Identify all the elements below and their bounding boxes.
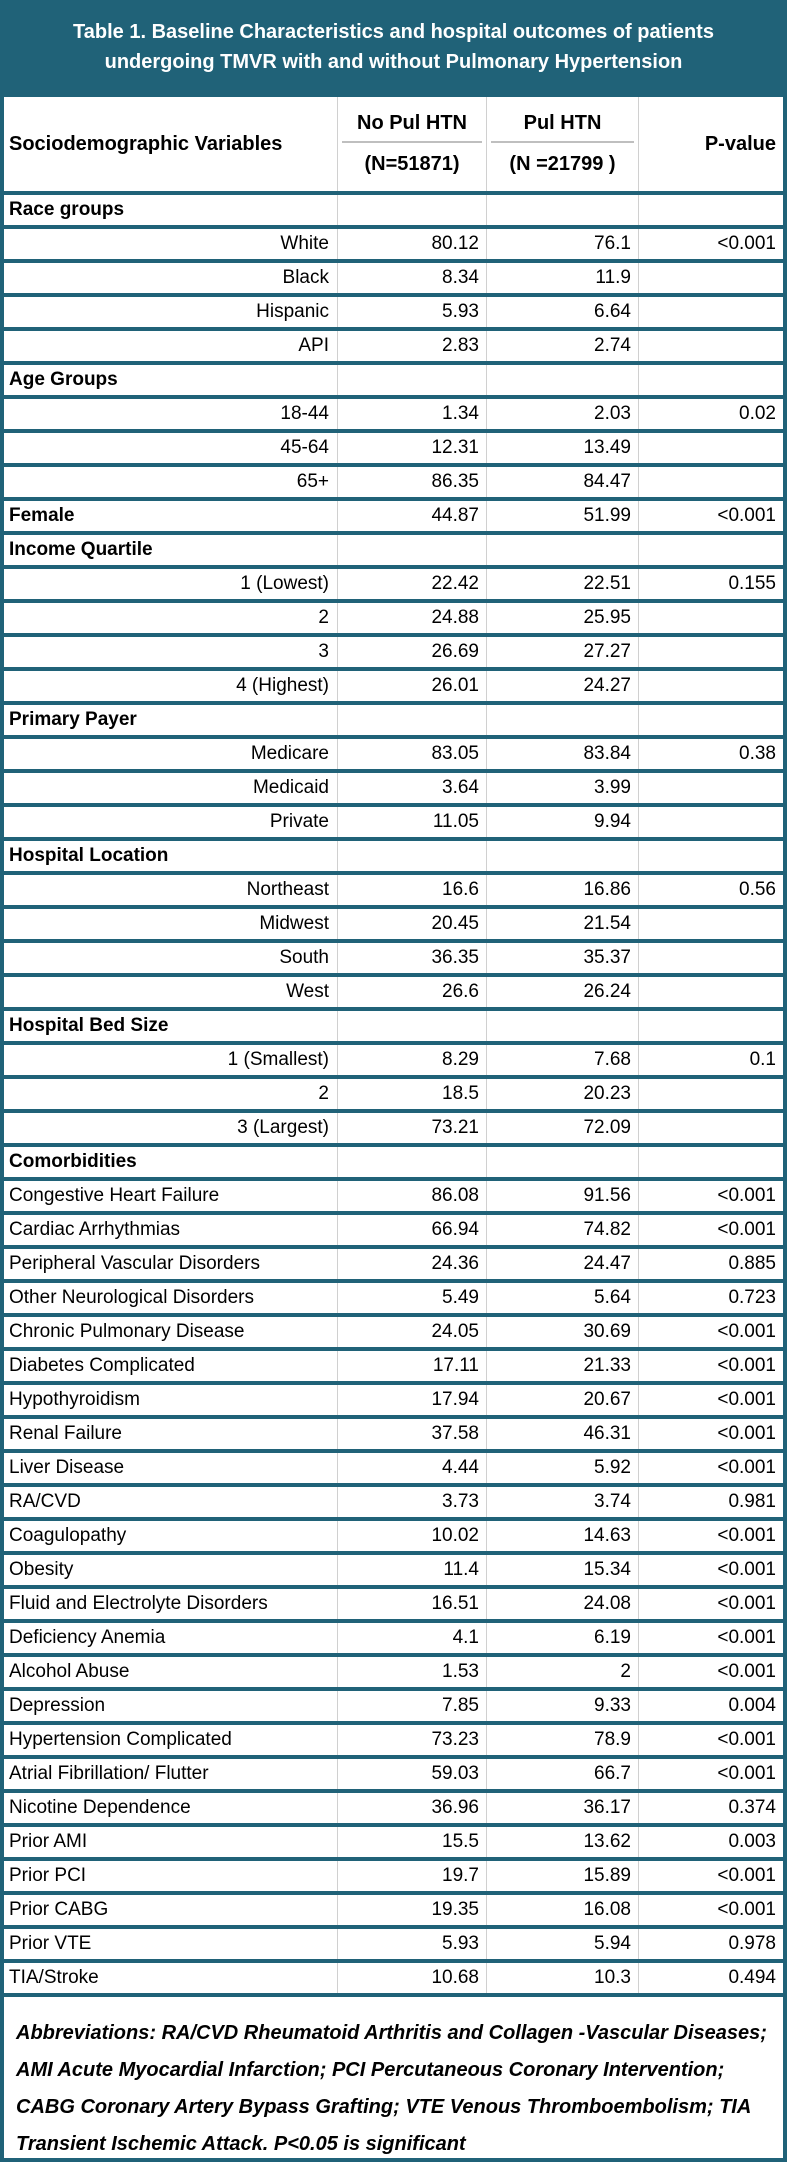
value-no-pul-htn: 16.6 xyxy=(338,875,487,905)
row-label: Private xyxy=(4,807,338,837)
value-pul-htn: 84.47 xyxy=(487,467,639,497)
value-no-pul-htn: 11.4 xyxy=(338,1555,487,1585)
section-row xyxy=(4,195,783,229)
value-pul-htn: 5.92 xyxy=(487,1453,639,1483)
row-label: RA/CVD xyxy=(4,1487,338,1517)
value-pul-htn: 78.9 xyxy=(487,1725,639,1755)
p-value: <0.001 xyxy=(717,1355,776,1376)
value-no-pul-htn: 18.5 xyxy=(338,1079,487,1109)
row-label: Alcohol Abuse xyxy=(4,1657,338,1687)
value-no-pul-htn xyxy=(338,535,487,565)
value-no-pul-htn: 5.93 xyxy=(338,297,487,327)
row-label: Cardiac Arrhythmias xyxy=(4,1215,338,1245)
row-label: Fluid and Electrolyte Disorders xyxy=(4,1589,338,1619)
row-label: Black xyxy=(4,263,338,293)
p-value xyxy=(639,1113,783,1143)
row-label: Hypertension Complicated xyxy=(4,1725,338,1755)
table-row xyxy=(4,297,783,331)
table-row xyxy=(4,569,783,603)
value-no-pul-htn xyxy=(338,1011,487,1041)
value-pul-htn: 13.62 xyxy=(487,1827,639,1857)
row-label: 2 xyxy=(4,1079,338,1109)
row-label: 45-64 xyxy=(4,433,338,463)
table-body xyxy=(4,195,783,1997)
row-label: Prior AMI xyxy=(4,1827,338,1857)
value-pul-htn: 9.33 xyxy=(487,1691,639,1721)
table-row xyxy=(4,1827,783,1861)
table-row xyxy=(4,501,783,535)
header-no-pul-htn-label: No Pul HTN xyxy=(342,112,482,143)
table-row xyxy=(4,399,783,433)
p-value: 0.374 xyxy=(728,1797,776,1818)
table-row xyxy=(4,1045,783,1079)
value-no-pul-htn: 5.93 xyxy=(338,1929,487,1959)
row-label: West xyxy=(4,977,338,1007)
p-value: <0.001 xyxy=(717,1457,776,1478)
p-value xyxy=(639,977,783,1007)
value-no-pul-htn: 8.34 xyxy=(338,263,487,293)
value-pul-htn: 22.51 xyxy=(487,569,639,599)
row-label: Hypothyroidism xyxy=(4,1385,338,1415)
p-value xyxy=(639,1079,783,1109)
value-pul-htn: 15.89 xyxy=(487,1861,639,1891)
p-value xyxy=(639,535,783,565)
value-no-pul-htn: 11.05 xyxy=(338,807,487,837)
table-row xyxy=(4,773,783,807)
value-pul-htn: 11.9 xyxy=(487,263,639,293)
value-pul-htn: 24.08 xyxy=(487,1589,639,1619)
p-value xyxy=(639,943,783,973)
row-label: TIA/Stroke xyxy=(4,1963,338,1993)
p-value xyxy=(639,297,783,327)
table-row xyxy=(4,603,783,637)
row-label: Northeast xyxy=(4,875,338,905)
table-row xyxy=(4,1861,783,1895)
value-pul-htn: 3.99 xyxy=(487,773,639,803)
table-row xyxy=(4,637,783,671)
p-value: 0.885 xyxy=(728,1253,776,1274)
table-row xyxy=(4,875,783,909)
row-label: Race groups xyxy=(4,195,338,225)
row-label: 4 (Highest) xyxy=(4,671,338,701)
row-label: Female xyxy=(4,501,338,531)
table-row xyxy=(4,1419,783,1453)
value-no-pul-htn: 36.35 xyxy=(338,943,487,973)
p-value: <0.001 xyxy=(717,1729,776,1750)
value-pul-htn: 83.84 xyxy=(487,739,639,769)
value-pul-htn: 20.23 xyxy=(487,1079,639,1109)
row-label: Obesity xyxy=(4,1555,338,1585)
value-pul-htn: 21.33 xyxy=(487,1351,639,1381)
row-label: Chronic Pulmonary Disease xyxy=(4,1317,338,1347)
header-p-value: P-value xyxy=(704,132,776,155)
header-no-pul-htn-count: (N=51871) xyxy=(364,152,460,175)
row-label: 1 (Lowest) xyxy=(4,569,338,599)
value-pul-htn: 66.7 xyxy=(487,1759,639,1789)
row-label: Other Neurological Disorders xyxy=(4,1283,338,1313)
row-label: Age Groups xyxy=(4,365,338,395)
value-no-pul-htn: 1.53 xyxy=(338,1657,487,1687)
table-row xyxy=(4,909,783,943)
row-label: API xyxy=(4,331,338,361)
p-value: 0.003 xyxy=(728,1831,776,1852)
table-row xyxy=(4,1453,783,1487)
value-pul-htn: 35.37 xyxy=(487,943,639,973)
table-row xyxy=(4,433,783,467)
row-label: Medicare xyxy=(4,739,338,769)
value-pul-htn xyxy=(487,1147,639,1177)
value-no-pul-htn: 7.85 xyxy=(338,1691,487,1721)
p-value: 0.38 xyxy=(739,743,776,764)
value-pul-htn: 91.56 xyxy=(487,1181,639,1211)
p-value: 0.723 xyxy=(728,1287,776,1308)
row-label: Comorbidities xyxy=(4,1147,338,1177)
header-pul-htn xyxy=(487,97,639,191)
section-row xyxy=(4,1011,783,1045)
value-pul-htn: 20.67 xyxy=(487,1385,639,1415)
p-value xyxy=(639,705,783,735)
header-no-pul-htn xyxy=(338,97,487,191)
value-pul-htn: 76.1 xyxy=(487,229,639,259)
value-pul-htn: 15.34 xyxy=(487,1555,639,1585)
row-label: 65+ xyxy=(4,467,338,497)
value-no-pul-htn: 36.96 xyxy=(338,1793,487,1823)
value-no-pul-htn: 1.34 xyxy=(338,399,487,429)
table-row xyxy=(4,1793,783,1827)
value-no-pul-htn: 24.36 xyxy=(338,1249,487,1279)
value-no-pul-htn: 3.73 xyxy=(338,1487,487,1517)
p-value xyxy=(639,365,783,395)
value-no-pul-htn: 44.87 xyxy=(338,501,487,531)
table-row xyxy=(4,1351,783,1385)
table-row xyxy=(4,671,783,705)
row-label: 3 (Largest) xyxy=(4,1113,338,1143)
p-value xyxy=(639,467,783,497)
row-label: 3 xyxy=(4,637,338,667)
value-no-pul-htn: 10.02 xyxy=(338,1521,487,1551)
row-label: Congestive Heart Failure xyxy=(4,1181,338,1211)
value-pul-htn xyxy=(487,365,639,395)
value-pul-htn: 27.27 xyxy=(487,637,639,667)
value-pul-htn: 26.24 xyxy=(487,977,639,1007)
value-no-pul-htn: 17.11 xyxy=(338,1351,487,1381)
table-row xyxy=(4,943,783,977)
value-no-pul-htn: 5.49 xyxy=(338,1283,487,1313)
value-no-pul-htn: 22.42 xyxy=(338,569,487,599)
table-title: Table 1. Baseline Characteristics and hospital outcomes of patients undergoing TMVR with and without Pulmonary Hypertension xyxy=(4,0,783,97)
table-row xyxy=(4,1079,783,1113)
table-row xyxy=(4,1249,783,1283)
p-value xyxy=(639,637,783,667)
p-value: 0.494 xyxy=(728,1967,776,1988)
value-no-pul-htn: 12.31 xyxy=(338,433,487,463)
table-row xyxy=(4,1725,783,1759)
table-row xyxy=(4,977,783,1011)
value-no-pul-htn: 26.01 xyxy=(338,671,487,701)
value-no-pul-htn: 3.64 xyxy=(338,773,487,803)
table-row xyxy=(4,1589,783,1623)
value-pul-htn: 10.3 xyxy=(487,1963,639,1993)
row-label: Primary Payer xyxy=(4,705,338,735)
p-value: 0.155 xyxy=(728,573,776,594)
value-no-pul-htn xyxy=(338,841,487,871)
value-pul-htn: 21.54 xyxy=(487,909,639,939)
table-row xyxy=(4,1113,783,1147)
row-label: 18-44 xyxy=(4,399,338,429)
value-no-pul-htn: 73.23 xyxy=(338,1725,487,1755)
value-no-pul-htn: 24.88 xyxy=(338,603,487,633)
value-no-pul-htn: 83.05 xyxy=(338,739,487,769)
p-value xyxy=(639,433,783,463)
table-row xyxy=(4,1963,783,1997)
p-value xyxy=(639,331,783,361)
table-row xyxy=(4,1181,783,1215)
table-row xyxy=(4,1487,783,1521)
value-pul-htn: 2 xyxy=(487,1657,639,1687)
row-label: 1 (Smallest) xyxy=(4,1045,338,1075)
value-no-pul-htn: 24.05 xyxy=(338,1317,487,1347)
table-row xyxy=(4,1657,783,1691)
row-label: Prior VTE xyxy=(4,1929,338,1959)
p-value: <0.001 xyxy=(717,1559,776,1580)
row-label: Prior CABG xyxy=(4,1895,338,1925)
table-row xyxy=(4,263,783,297)
p-value xyxy=(639,773,783,803)
value-no-pul-htn: 86.08 xyxy=(338,1181,487,1211)
table-row xyxy=(4,1317,783,1351)
table-row xyxy=(4,1521,783,1555)
row-label: Prior PCI xyxy=(4,1861,338,1891)
value-pul-htn: 46.31 xyxy=(487,1419,639,1449)
p-value xyxy=(639,263,783,293)
p-value xyxy=(639,841,783,871)
row-label: Income Quartile xyxy=(4,535,338,565)
p-value: 0.02 xyxy=(739,403,776,424)
value-pul-htn: 16.08 xyxy=(487,1895,639,1925)
value-no-pul-htn: 2.83 xyxy=(338,331,487,361)
p-value: 0.004 xyxy=(728,1695,776,1716)
row-label: South xyxy=(4,943,338,973)
header-pul-htn-count: (N =21799 ) xyxy=(509,152,616,175)
row-label: Medicaid xyxy=(4,773,338,803)
p-value: <0.001 xyxy=(717,1627,776,1648)
value-pul-htn: 74.82 xyxy=(487,1215,639,1245)
p-value xyxy=(639,1011,783,1041)
row-label: Depression xyxy=(4,1691,338,1721)
value-pul-htn xyxy=(487,705,639,735)
table-row xyxy=(4,807,783,841)
table-row xyxy=(4,229,783,263)
p-value xyxy=(639,909,783,939)
table-row xyxy=(4,467,783,501)
p-value: <0.001 xyxy=(717,1389,776,1410)
table-row xyxy=(4,1929,783,1963)
value-pul-htn xyxy=(487,1011,639,1041)
p-value xyxy=(639,195,783,225)
value-no-pul-htn: 59.03 xyxy=(338,1759,487,1789)
section-row xyxy=(4,705,783,739)
p-value: <0.001 xyxy=(717,1321,776,1342)
value-no-pul-htn: 4.1 xyxy=(338,1623,487,1653)
value-no-pul-htn: 86.35 xyxy=(338,467,487,497)
value-no-pul-htn: 73.21 xyxy=(338,1113,487,1143)
row-label: Hospital Location xyxy=(4,841,338,871)
value-pul-htn xyxy=(487,841,639,871)
value-no-pul-htn xyxy=(338,1147,487,1177)
footnote: Abbreviations: RA/CVD Rheumatoid Arthritis and Collagen -Vascular Diseases; AMI Acute Myocardial Infarction; PCI Percutaneous Coronary Intervention; CABG Coronary Artery Bypass Grafting; VTE Venous Thromboembolism; TIA Transient Ischemic Attack. P<0.05 is significant xyxy=(16,2022,767,2155)
row-label: Hospital Bed Size xyxy=(4,1011,338,1041)
value-no-pul-htn: 10.68 xyxy=(338,1963,487,1993)
value-pul-htn: 30.69 xyxy=(487,1317,639,1347)
p-value: <0.001 xyxy=(717,233,776,254)
value-no-pul-htn: 4.44 xyxy=(338,1453,487,1483)
p-value: <0.001 xyxy=(717,1865,776,1886)
value-no-pul-htn: 15.5 xyxy=(338,1827,487,1857)
value-no-pul-htn: 26.6 xyxy=(338,977,487,1007)
value-pul-htn: 14.63 xyxy=(487,1521,639,1551)
table-row xyxy=(4,739,783,773)
p-value: <0.001 xyxy=(717,1219,776,1240)
value-no-pul-htn xyxy=(338,705,487,735)
table-row xyxy=(4,1283,783,1317)
row-label: Hispanic xyxy=(4,297,338,327)
row-label: Coagulopathy xyxy=(4,1521,338,1551)
value-pul-htn: 24.27 xyxy=(487,671,639,701)
value-no-pul-htn xyxy=(338,195,487,225)
value-pul-htn: 2.74 xyxy=(487,331,639,361)
value-no-pul-htn xyxy=(338,365,487,395)
row-label: Midwest xyxy=(4,909,338,939)
value-pul-htn: 13.49 xyxy=(487,433,639,463)
table-row xyxy=(4,1555,783,1589)
row-label: Nicotine Dependence xyxy=(4,1793,338,1823)
row-label: Renal Failure xyxy=(4,1419,338,1449)
header-row xyxy=(4,97,783,195)
value-no-pul-htn: 20.45 xyxy=(338,909,487,939)
value-no-pul-htn: 16.51 xyxy=(338,1589,487,1619)
value-no-pul-htn: 37.58 xyxy=(338,1419,487,1449)
table-row xyxy=(4,1691,783,1725)
value-pul-htn: 5.94 xyxy=(487,1929,639,1959)
value-pul-htn: 25.95 xyxy=(487,603,639,633)
section-row xyxy=(4,365,783,399)
p-value: <0.001 xyxy=(717,1661,776,1682)
p-value xyxy=(639,1147,783,1177)
p-value xyxy=(639,603,783,633)
table-row xyxy=(4,1895,783,1929)
value-pul-htn: 36.17 xyxy=(487,1793,639,1823)
value-pul-htn: 24.47 xyxy=(487,1249,639,1279)
value-pul-htn: 6.19 xyxy=(487,1623,639,1653)
p-value: 0.978 xyxy=(728,1933,776,1954)
row-label: Peripheral Vascular Disorders xyxy=(4,1249,338,1279)
p-value: <0.001 xyxy=(717,1423,776,1444)
value-pul-htn: 16.86 xyxy=(487,875,639,905)
p-value: <0.001 xyxy=(717,505,776,526)
p-value: <0.001 xyxy=(717,1525,776,1546)
value-pul-htn: 7.68 xyxy=(487,1045,639,1075)
row-label: Liver Disease xyxy=(4,1453,338,1483)
p-value: 0.56 xyxy=(739,879,776,900)
row-label: Deficiency Anemia xyxy=(4,1623,338,1653)
table-row xyxy=(4,1623,783,1657)
section-row xyxy=(4,841,783,875)
table-row xyxy=(4,1759,783,1793)
value-no-pul-htn: 80.12 xyxy=(338,229,487,259)
p-value xyxy=(639,807,783,837)
value-pul-htn xyxy=(487,195,639,225)
p-value: <0.001 xyxy=(717,1899,776,1920)
value-no-pul-htn: 19.35 xyxy=(338,1895,487,1925)
value-no-pul-htn: 17.94 xyxy=(338,1385,487,1415)
value-no-pul-htn: 8.29 xyxy=(338,1045,487,1075)
value-no-pul-htn: 66.94 xyxy=(338,1215,487,1245)
value-pul-htn: 2.03 xyxy=(487,399,639,429)
row-label: 2 xyxy=(4,603,338,633)
table-row xyxy=(4,331,783,365)
value-no-pul-htn: 19.7 xyxy=(338,1861,487,1891)
header-pul-htn-label: Pul HTN xyxy=(491,112,634,143)
p-value: 0.1 xyxy=(749,1049,776,1070)
value-pul-htn xyxy=(487,535,639,565)
row-label: Diabetes Complicated xyxy=(4,1351,338,1381)
section-row xyxy=(4,535,783,569)
row-label: White xyxy=(4,229,338,259)
p-value xyxy=(639,671,783,701)
p-value: <0.001 xyxy=(717,1593,776,1614)
value-no-pul-htn: 26.69 xyxy=(338,637,487,667)
header-sociodemographic-variables: Sociodemographic Variables xyxy=(4,97,338,191)
value-pul-htn: 9.94 xyxy=(487,807,639,837)
table-row xyxy=(4,1215,783,1249)
value-pul-htn: 6.64 xyxy=(487,297,639,327)
table-row xyxy=(4,1385,783,1419)
value-pul-htn: 5.64 xyxy=(487,1283,639,1313)
value-pul-htn: 51.99 xyxy=(487,501,639,531)
p-value: 0.981 xyxy=(728,1491,776,1512)
value-pul-htn: 3.74 xyxy=(487,1487,639,1517)
value-pul-htn: 72.09 xyxy=(487,1113,639,1143)
p-value: <0.001 xyxy=(717,1763,776,1784)
p-value: <0.001 xyxy=(717,1185,776,1206)
section-row xyxy=(4,1147,783,1181)
row-label: Atrial Fibrillation/ Flutter xyxy=(4,1759,338,1789)
